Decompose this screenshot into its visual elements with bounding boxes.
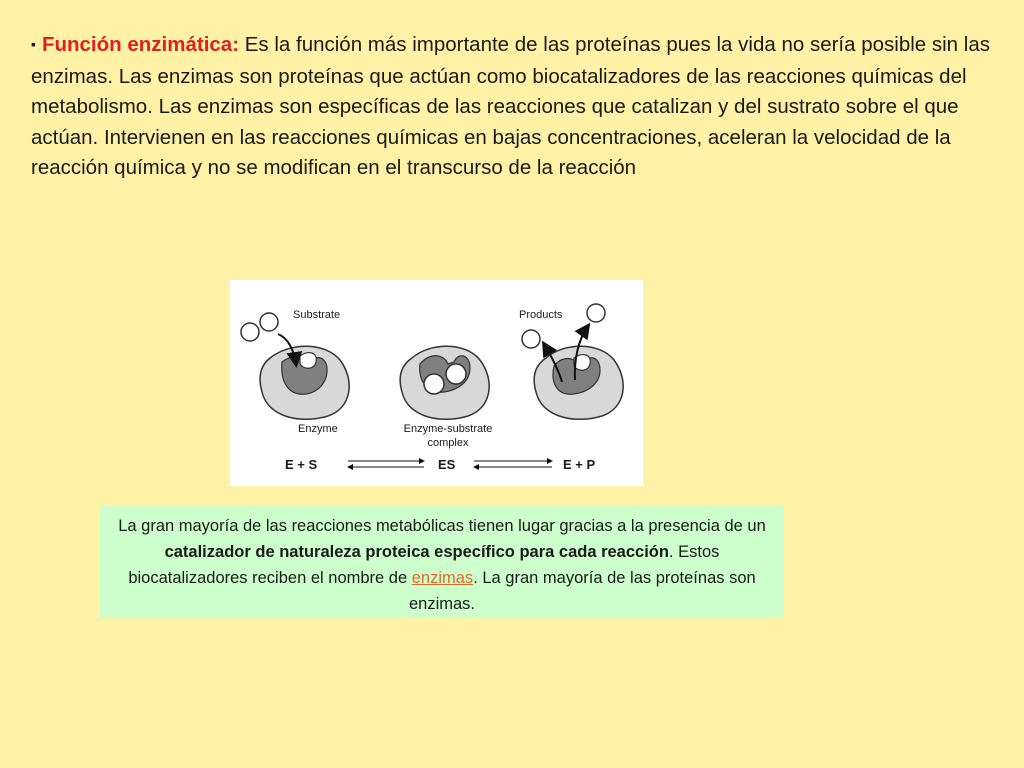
eq-right: E + P bbox=[563, 457, 596, 472]
label-complex-line1: Enzyme-substrate bbox=[403, 423, 493, 435]
info-text-2: . Estos biocatalizadores reciben el nombre de bbox=[128, 543, 720, 587]
main-paragraph bbox=[31, 30, 991, 184]
info-box bbox=[100, 505, 784, 618]
enzyme-diagram-svg bbox=[230, 280, 643, 486]
equilibrium-arrows-2 bbox=[474, 461, 552, 467]
eq-left: E + S bbox=[285, 457, 318, 472]
label-substrate: Substrate bbox=[293, 309, 341, 321]
label-enzyme: Enzyme bbox=[298, 423, 338, 435]
info-bold: catalizador de naturaleza proteica específico para cada reacción bbox=[164, 543, 669, 561]
equilibrium-arrows-1 bbox=[348, 461, 424, 467]
heading-enzyme-function: Función enzimática: bbox=[41, 33, 240, 56]
bullet-icon: ▪ bbox=[31, 36, 36, 52]
enzyme-substrate-complex bbox=[400, 346, 489, 419]
substrate-molecule bbox=[241, 313, 278, 341]
info-text-1: La gran mayoría de las reacciones metabólicas tienen lugar gracias a la presencia de un bbox=[118, 517, 766, 535]
info-text-3: . La gran mayoría de las proteínas son enzimas. bbox=[408, 569, 756, 613]
eq-middle: ES bbox=[438, 457, 456, 472]
enzimas-link[interactable]: enzimas bbox=[411, 569, 474, 587]
label-products: Products bbox=[519, 309, 563, 321]
enzyme-free bbox=[260, 346, 349, 419]
enzyme-released bbox=[534, 346, 623, 419]
label-complex-line2: complex bbox=[427, 437, 469, 449]
main-text: Es la función más importante de las proteínas pues la vida no sería posible sin las enzimas. Las enzimas son proteínas que actúan como biocatalizadores de las reacciones químicas del metabolismo. Las enzimas son específicas de las reacciones que catalizan y del sustrato sobre el que actúan. Intervienen en las reacciones químicas en bajas concentraciones, aceleran la velocidad de la reacción química y no se modifican en el transcurso de la reacción bbox=[31, 33, 990, 179]
enzyme-diagram bbox=[230, 280, 643, 486]
